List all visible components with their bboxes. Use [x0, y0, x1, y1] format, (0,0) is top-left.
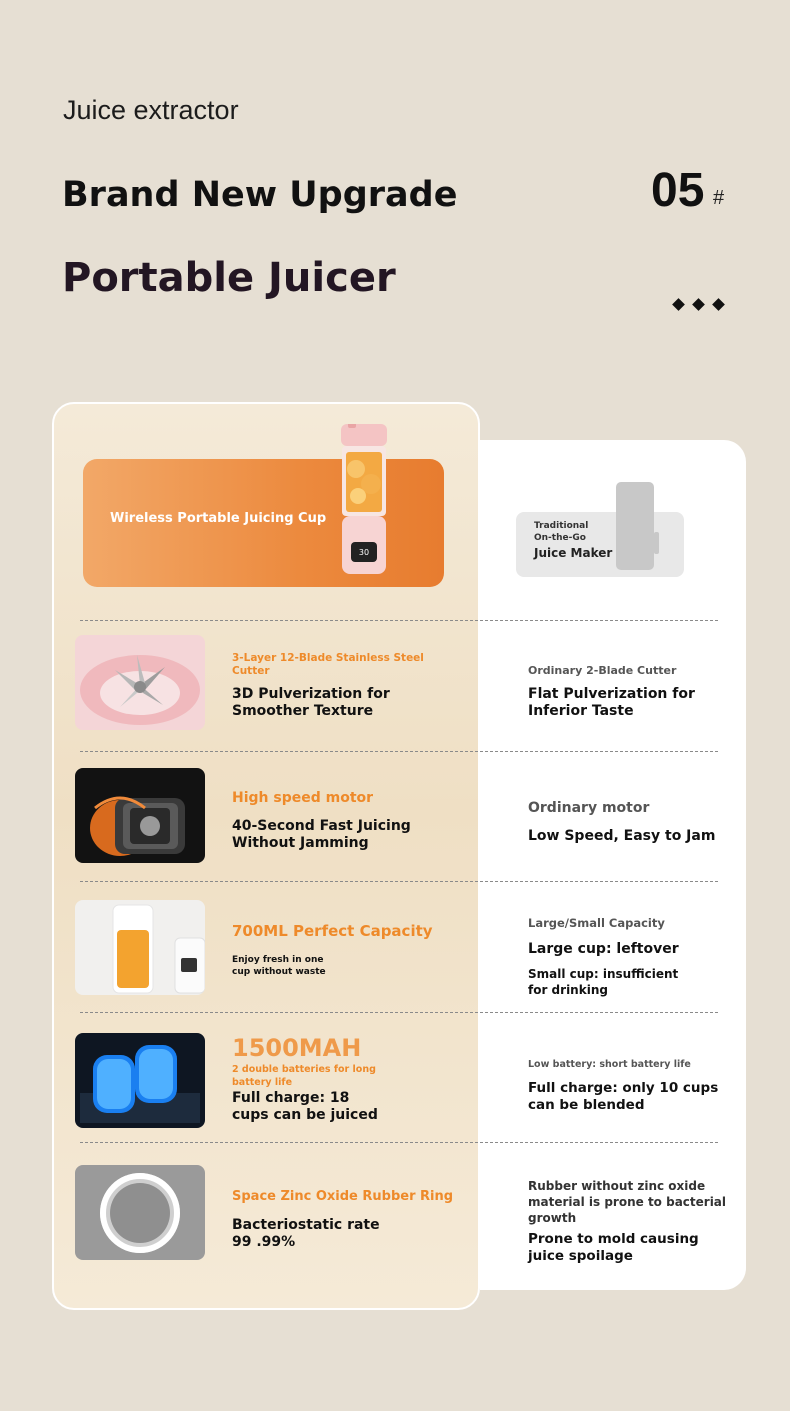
row4-left-title: 1500MAH [232, 1034, 362, 1062]
row5-right-title: Rubber without zinc oxide material is prone to bacterial growth [528, 1179, 727, 1225]
cup-display: 30 [358, 548, 370, 557]
row2-right-title: Ordinary motor [528, 800, 650, 816]
row5-left-desc: Bacteriostatic rate 99 .99% [232, 1217, 380, 1250]
row2-left-title: High speed motor [232, 790, 374, 806]
divider [80, 620, 718, 621]
product-title: Portable Juicer [62, 255, 396, 301]
divider [80, 1142, 718, 1143]
row4-left-sub: 2 double batteries for long battery life [232, 1064, 376, 1088]
traditional-line3: Juice Maker [534, 546, 613, 560]
row1-left-desc: 3D Pulverization for Smoother Texture [232, 686, 390, 719]
hero-label: Wireless Portable Juicing Cup [110, 511, 327, 526]
rubber-ring-image [75, 1165, 205, 1260]
row5-left-title: Space Zinc Oxide Rubber Ring [232, 1189, 454, 1204]
traditional-line2: On-the-Go [534, 533, 586, 543]
battery-image [75, 1033, 205, 1128]
hash-mark: # [713, 187, 725, 209]
row5-right-desc: Prone to mold causing juice spoilage [528, 1231, 699, 1264]
divider [80, 1012, 718, 1013]
row3-left-title: 700ML Perfect Capacity [232, 922, 433, 940]
row4-right-title: Low battery: short battery life [528, 1059, 691, 1070]
row1-left-title: 3-Layer 12-Blade Stainless Steel Cutter [232, 652, 424, 677]
divider [80, 881, 718, 882]
row1-right-title: Ordinary 2-Blade Cutter [528, 664, 677, 677]
row3-right-desc: Large cup: leftover [528, 941, 679, 957]
diamond-ornament [672, 298, 728, 314]
page-subtitle: Juice extractor [63, 95, 239, 125]
traditional-cup-image [612, 482, 662, 572]
capacity-image [75, 900, 205, 995]
headline: Brand New Upgrade [62, 175, 458, 215]
traditional-line1: Traditional [534, 521, 589, 531]
row3-right-desc2: Small cup: insufficient for drinking [528, 967, 679, 997]
divider [80, 751, 718, 752]
row2-left-desc: 40-Second Fast Juicing Without Jamming [232, 818, 411, 851]
row4-right-desc: Full charge: only 10 cups can be blended [528, 1080, 719, 1113]
motor-image [75, 768, 205, 863]
section-number: 05 [651, 164, 705, 217]
row3-left-desc: Enjoy fresh in one cup without waste [232, 955, 326, 977]
juicer-cup-image [338, 424, 390, 576]
row4-left-desc: Full charge: 18 cups can be juiced [232, 1090, 378, 1123]
row1-right-desc: Flat Pulverization for Inferior Taste [528, 686, 695, 719]
row3-right-title: Large/Small Capacity [528, 916, 665, 930]
blade-image [75, 635, 205, 730]
row2-right-desc: Low Speed, Easy to Jam [528, 828, 716, 844]
